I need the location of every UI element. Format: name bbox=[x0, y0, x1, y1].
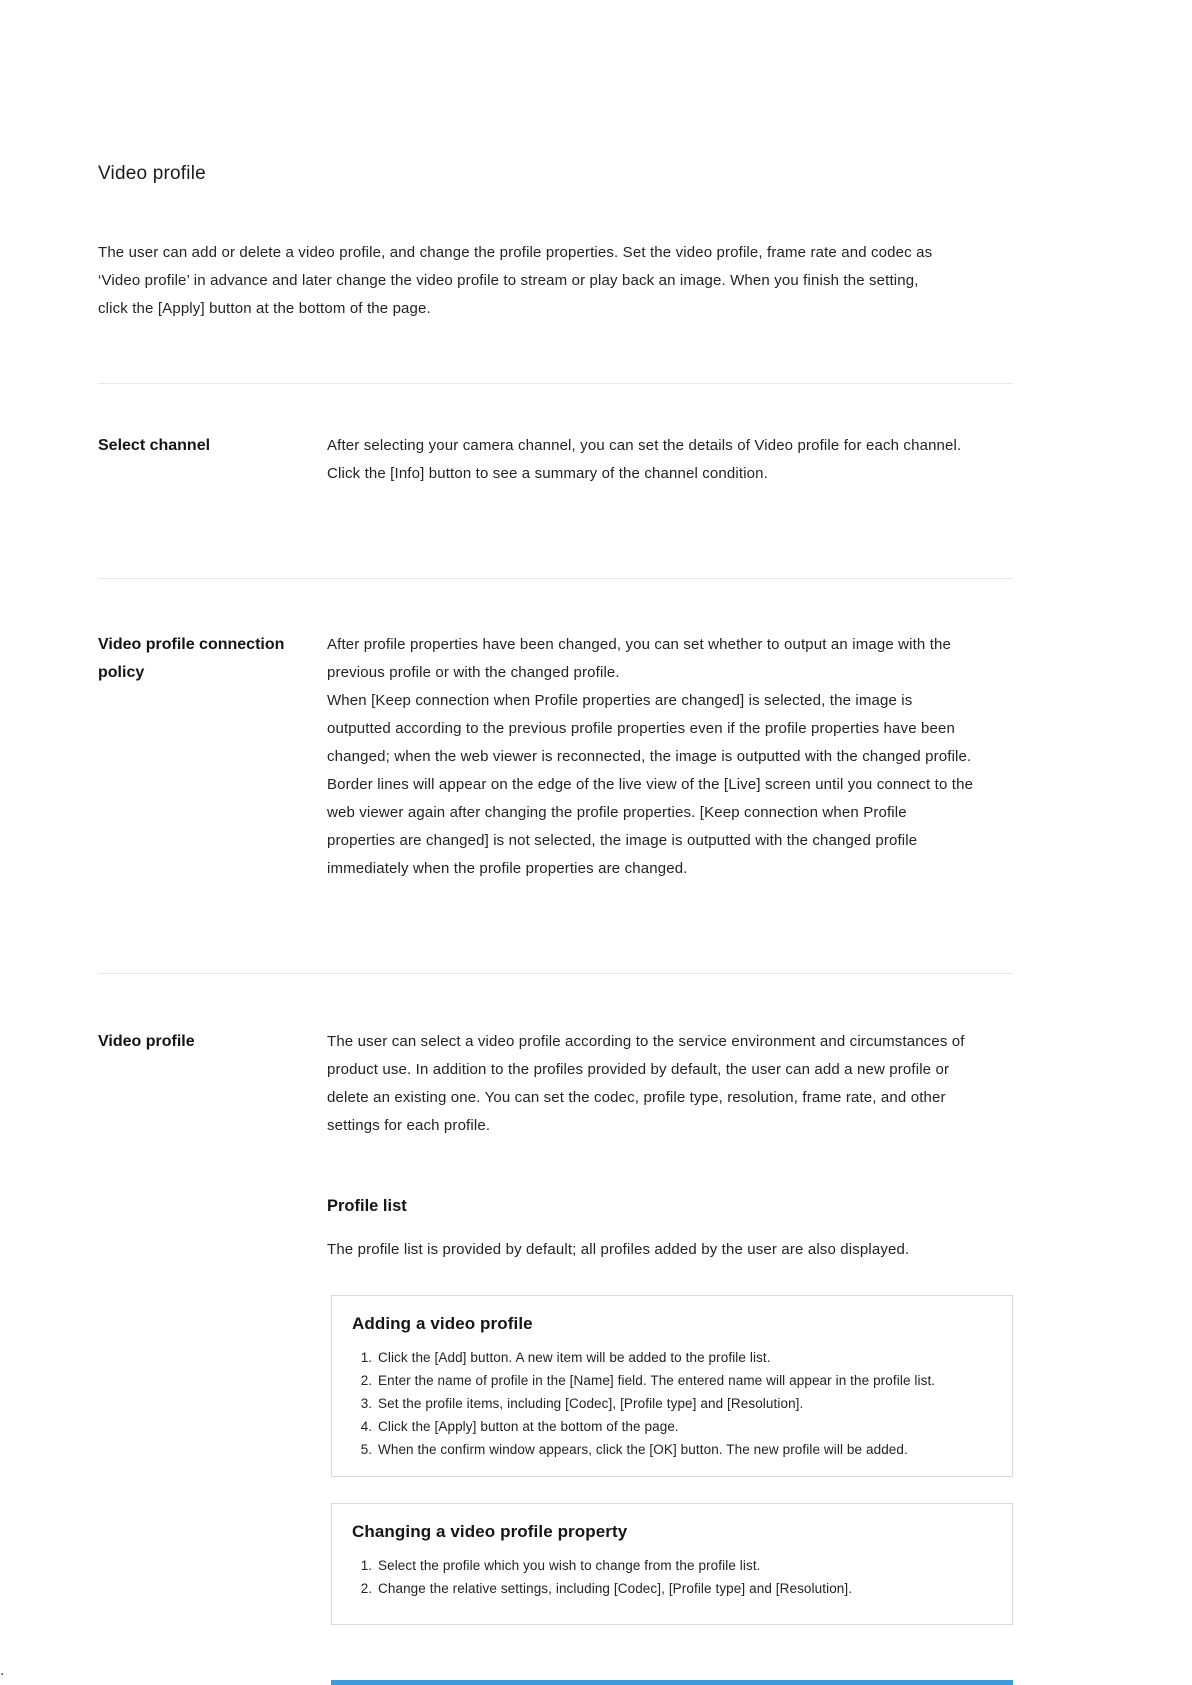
intro-paragraph: The user can add or delete a video profile, and change the profile properties. Set the video profile, frame rate and codec as ‘Video profile’ in advance and later change the video profile to stream or play back an image. When you finish the setting, click the [Apply] button at the bottom of the page. bbox=[98, 244, 933, 317]
profile-list-heading: Profile list bbox=[327, 1197, 407, 1215]
section-paragraph: Click the [Info] button to see a summary of the channel condition. bbox=[327, 465, 768, 482]
section-paragraph: The user can select a video profile according to the service environment and circumstances of product use. In addition to the profiles provided by default, the user can add a new profile or delete an existing one. You can set the codec, profile type, resolution, frame rate, and other settings for each profile. bbox=[327, 1033, 965, 1134]
section-heading-connection-policy: Video profile connection policy bbox=[98, 636, 285, 681]
changing-video-profile-box bbox=[331, 1503, 1013, 1625]
step-item: 2. Enter the name of profile in the [Name] field. The entered name will appear in the profile list. bbox=[376, 1369, 992, 1392]
section-body-select-channel bbox=[327, 432, 977, 488]
section-paragraph: After selecting your camera channel, you can set the details of Video profile for each channel. bbox=[327, 437, 962, 454]
stray-period: . bbox=[0, 1662, 5, 1679]
steps-list bbox=[352, 1346, 992, 1461]
step-item: 2. Change the relative settings, including [Codec], [Profile type] and [Resolution]. bbox=[376, 1577, 992, 1600]
steps-list bbox=[352, 1554, 992, 1600]
section-divider bbox=[98, 383, 1013, 384]
box-title: Changing a video profile property bbox=[352, 1522, 628, 1541]
section-paragraph: When [Keep connection when Profile properties are changed] is selected, the image is outputted according to the previous profile properties even if the profile properties have been changed; when the web viewer is reconnected, the image is outputted with the changed profile. Border lines will appear on the edge of the live view of the [Live] screen until you connect to the web viewer again after changing the profile properties. [Keep connection when Profile properties are changed] is not selected, the image is outputted with the changed profile immediately when the profile properties are changed. bbox=[327, 692, 974, 877]
box-title: Adding a video profile bbox=[352, 1314, 533, 1333]
section-body-video-profile bbox=[327, 1028, 977, 1140]
page-title: Video profile bbox=[98, 163, 206, 184]
bottom-accent-bar bbox=[331, 1680, 1013, 1685]
section-paragraph: After profile properties have been changed, you can set whether to output an image with the previous profile or with the changed profile. bbox=[327, 636, 952, 681]
profile-list-description: The profile list is provided by default; all profiles added by the user are also displayed. bbox=[327, 1241, 910, 1258]
step-item: 1. Click the [Add] button. A new item will be added to the profile list. bbox=[376, 1346, 992, 1369]
step-item: 4. Click the [Apply] button at the bottom of the page. bbox=[376, 1415, 992, 1438]
step-item: 3. Set the profile items, including [Codec], [Profile type] and [Resolution]. bbox=[376, 1392, 992, 1415]
section-heading-select-channel: Select channel bbox=[98, 437, 211, 454]
adding-video-profile-box bbox=[331, 1295, 1013, 1477]
step-item: 5. When the confirm window appears, click the [OK] button. The new profile will be added. bbox=[376, 1438, 992, 1461]
section-divider bbox=[98, 973, 1013, 974]
section-divider bbox=[98, 578, 1013, 579]
section-heading-video-profile: Video profile bbox=[98, 1033, 195, 1050]
step-item: 1. Select the profile which you wish to change from the profile list. bbox=[376, 1554, 992, 1577]
section-body-connection-policy bbox=[327, 631, 977, 883]
